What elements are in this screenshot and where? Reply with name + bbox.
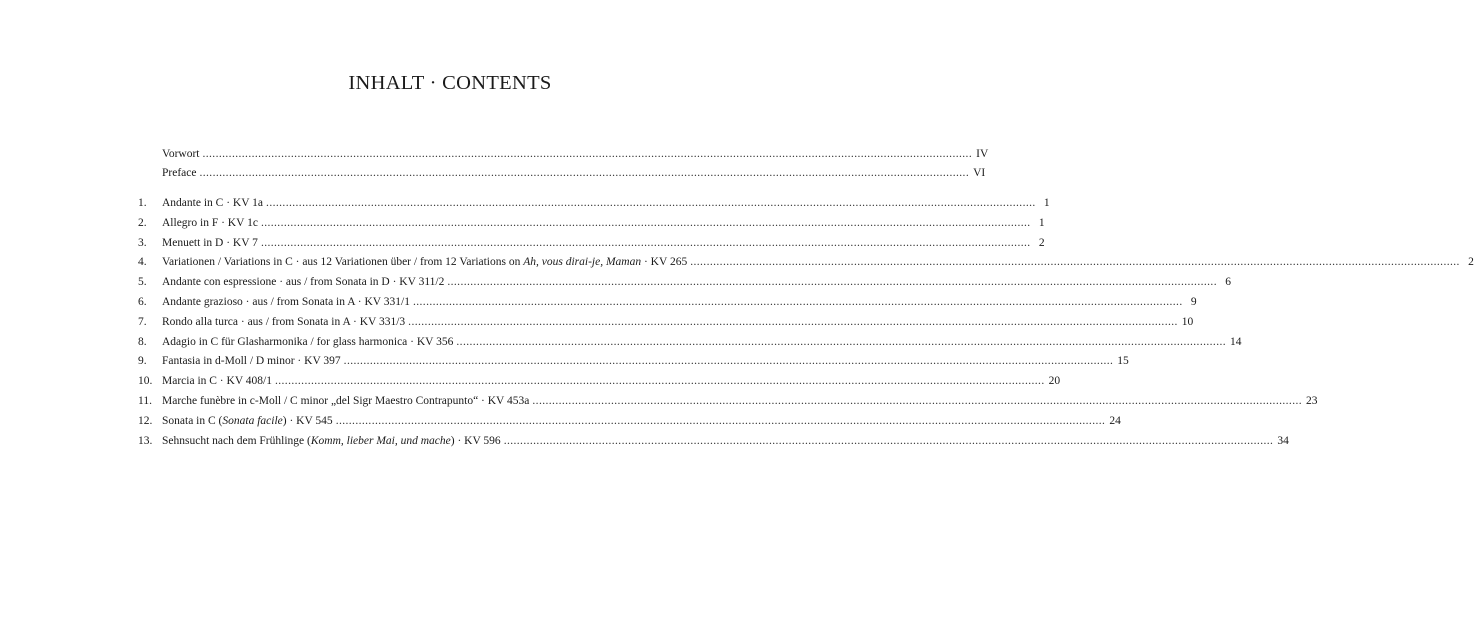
page-number: 9 — [1190, 296, 1197, 308]
entry-title-part: Sonata in C ( — [162, 415, 223, 427]
entry-number: 13. — [138, 435, 153, 447]
entry-line — [162, 274, 1231, 290]
entry-title — [162, 373, 272, 389]
dot-leader: ........................................................................................................................................................................................................................................... — [274, 375, 1045, 387]
entry-title — [162, 215, 258, 231]
entry-number: 7. — [138, 316, 147, 328]
toc-row — [0, 254, 1474, 270]
entry-title-part: Variationen / Variations in C · aus 12 Variationen über / from 12 Variations on — [162, 256, 524, 268]
entry-title-part: · KV 265 — [641, 256, 688, 268]
toc-row — [0, 433, 1289, 449]
page-number: 2 — [1468, 256, 1474, 268]
entry-number: 1. — [138, 197, 147, 209]
entry-line — [162, 165, 986, 181]
entry-number: 10. — [138, 375, 153, 387]
toc-row — [0, 373, 1061, 389]
entry-title-part: ) · KV 596 — [450, 435, 501, 447]
entry-number: 12. — [138, 415, 153, 427]
entry-title — [162, 353, 341, 369]
page-number: 6 — [1225, 276, 1231, 288]
entry-title-part: Andante con espressione · aus / from Sonata in D · KV 311/2 — [162, 276, 445, 288]
entry-line — [162, 334, 1242, 350]
dot-leader: ........................................................................................................................................................................................................................................... — [266, 197, 1036, 209]
toc-row — [0, 294, 1197, 310]
entry-line — [162, 146, 989, 162]
entry-line — [162, 254, 1474, 270]
toc-row — [0, 235, 1045, 251]
entry-title — [162, 254, 687, 270]
page-number: 34 — [1277, 435, 1289, 447]
dot-leader: ........................................................................................................................................................................................................................................... — [260, 237, 1031, 249]
entry-title-italic: Sonata facile — [222, 415, 283, 427]
page-number: VI — [973, 167, 986, 179]
entry-line — [162, 235, 1045, 251]
entry-title — [162, 235, 258, 251]
entry-number: 11. — [138, 395, 152, 407]
entry-title-part: Rondo alla turca · aus / from Sonata in A · KV 331/3 — [162, 316, 406, 328]
toc-row — [0, 215, 1045, 231]
page-number: 14 — [1230, 336, 1242, 348]
entry-title — [162, 294, 410, 310]
entry-line — [162, 215, 1045, 231]
entry-title-part: ) · KV 545 — [282, 415, 333, 427]
dot-leader: ........................................................................................................................................................................................................................................... — [532, 395, 1303, 407]
toc-row — [0, 334, 1242, 350]
entry-title — [162, 433, 501, 449]
page-number: IV — [976, 148, 989, 160]
front-matter-row — [0, 146, 989, 162]
entry-title-part: Andante in C · KV 1a — [162, 197, 264, 209]
dot-leader: ........................................................................................................................................................................................................................................... — [335, 415, 1106, 427]
page-number: 1 — [1038, 217, 1045, 229]
entry-line — [162, 353, 1129, 369]
entry-line — [162, 373, 1061, 389]
entry-number: 2. — [138, 217, 147, 229]
toc-row — [0, 393, 1318, 409]
entry-title — [162, 413, 333, 429]
entry-number: 5. — [138, 276, 147, 288]
entry-line — [162, 195, 1050, 211]
entry-title — [162, 334, 453, 350]
page-number: 2 — [1038, 237, 1045, 249]
entry-number: 3. — [138, 237, 147, 249]
dot-leader: ........................................................................................................................................................................................................................................... — [202, 148, 973, 160]
entry-title-part: Allegro in F · KV 1c — [162, 217, 258, 229]
entry-title — [162, 274, 444, 290]
page-title: INHALT · CONTENTS — [348, 72, 552, 94]
entry-line — [162, 314, 1194, 330]
entry-line — [162, 433, 1289, 449]
page-number: 23 — [1306, 395, 1318, 407]
entry-title: Preface — [162, 167, 197, 179]
toc-row — [0, 274, 1231, 290]
page-number: 20 — [1048, 375, 1061, 387]
dot-leader: ........................................................................................................................................................................................................................................... — [408, 316, 1178, 328]
entry-title-italic: Ah, vous dirai-je, Maman — [523, 256, 642, 268]
entry-title-part: Andante grazioso · aus / from Sonata in A · KV 331/1 — [162, 296, 410, 308]
entry-title-italic: Komm, lieber Mai, und mache — [310, 435, 451, 447]
front-matter-row — [0, 165, 986, 181]
toc-row — [0, 413, 1121, 429]
entry-number: 8. — [138, 336, 147, 348]
entry-title — [162, 393, 529, 409]
entry-number: 9. — [138, 355, 147, 367]
page-number: 15 — [1117, 355, 1129, 367]
page-number: 24 — [1109, 415, 1121, 427]
entry-title-part: Menuett in D · KV 7 — [162, 237, 258, 249]
entry-line — [162, 413, 1121, 429]
entry-line — [162, 393, 1318, 409]
entry-title — [162, 314, 405, 330]
dot-leader: ........................................................................................................................................................................................................................................... — [503, 435, 1274, 447]
entry-title-part: Fantasia in d-Moll / D minor · KV 397 — [162, 355, 341, 367]
toc-row — [0, 195, 1050, 211]
dot-leader: ........................................................................................................................................................................................................................................... — [456, 336, 1227, 348]
entry-title-part: Marcia in C · KV 408/1 — [162, 375, 272, 387]
dot-leader: ........................................................................................................................................................................................................................................... — [447, 276, 1217, 288]
entry-line — [162, 294, 1197, 310]
page-number: 1 — [1043, 197, 1050, 209]
entry-number: 6. — [138, 296, 147, 308]
dot-leader: ........................................................................................................................................................................................................................................... — [199, 167, 970, 179]
entry-title-part: Marche funèbre in c-Moll / C minor „del Sigr Maestro Contrapunto“ · KV 453a — [162, 395, 530, 407]
entry-title-part: Adagio in C für Glasharmonika / for glass harmonica · KV 356 — [162, 336, 454, 348]
entry-title — [162, 195, 263, 211]
dot-leader: ........................................................................................................................................................................................................................................... — [260, 217, 1031, 229]
dot-leader: ........................................................................................................................................................................................................................................... — [343, 355, 1114, 367]
toc-row — [0, 314, 1194, 330]
dot-leader: ........................................................................................................................................................................................................................................... — [690, 256, 1460, 268]
dot-leader: ........................................................................................................................................................................................................................................... — [412, 296, 1183, 308]
page-number: 10 — [1181, 316, 1194, 328]
entry-number: 4. — [138, 256, 147, 268]
toc-row — [0, 353, 1129, 369]
entry-title-part: Sehnsucht nach dem Frühlinge ( — [162, 435, 311, 447]
entry-title: Vorwort — [162, 148, 200, 160]
